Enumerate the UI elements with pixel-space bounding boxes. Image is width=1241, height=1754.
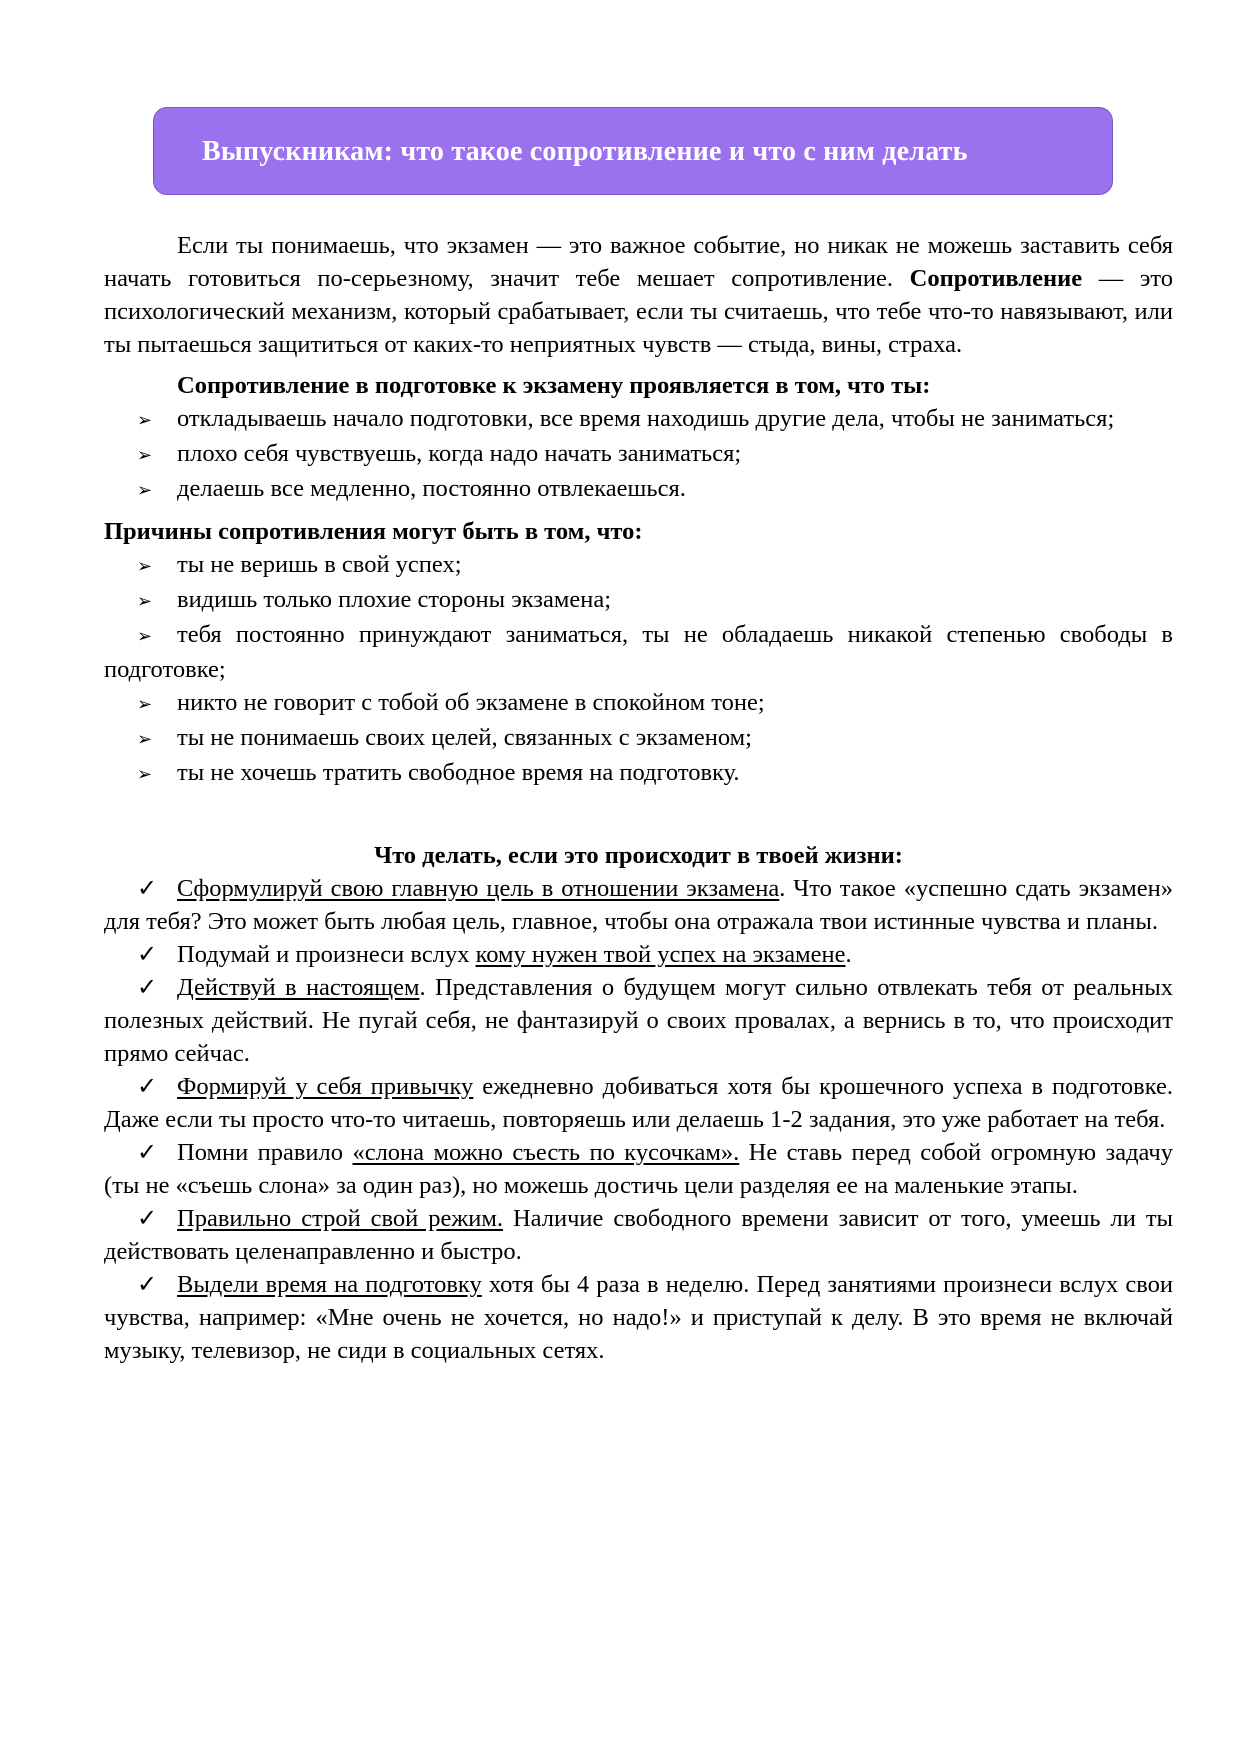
action-text-post: ежедневно добиваться хотя бы крошечного успеха в подготовке. Даже если ты просто что-то читаешь, повторяешь или делаешь 1-2 задания, это уже работает на тебя.: [104, 1073, 1173, 1133]
action-item: [104, 938, 1173, 971]
action-emphasis: Действуй в настоящем: [177, 974, 420, 1001]
causes-heading: Причины сопротивления могут быть в том, что:: [104, 518, 643, 545]
action-emphasis: Правильно строй свой режим.: [177, 1205, 504, 1232]
document-body: [104, 229, 1173, 1367]
arrow-bullet-icon: ➢: [137, 729, 153, 750]
list-item-text: плохо себя чувствуешь, когда надо начать заниматься;: [177, 440, 742, 467]
arrow-bullet-icon: ➢: [137, 556, 153, 577]
action-item: [104, 1202, 1173, 1268]
list-item-text: видишь только плохие стороны экзамена;: [177, 586, 612, 613]
arrow-bullet-icon: ➢: [137, 626, 153, 647]
arrow-bullet-icon: ➢: [137, 764, 153, 785]
action-item: [104, 1136, 1173, 1202]
action-text-pre: Подумай и произнеси вслух: [177, 941, 476, 968]
checkmark-icon: ✓: [137, 940, 158, 968]
causes-item: [104, 721, 1173, 756]
list-item-text: никто не говорит с тобой об экзамене в спокойном тоне;: [177, 689, 765, 716]
action-item: [104, 872, 1173, 938]
title-banner: [153, 107, 1113, 195]
action-text-post: Не ставь перед собой огромную задачу (ты не «съешь слона» за один раз), но можешь достичь цели разделяя ее на маленькие этапы.: [104, 1139, 1173, 1199]
action-emphasis: Формируй у себя привычку: [177, 1073, 474, 1100]
actions-heading: Что делать, если это происходит в твоей жизни:: [374, 842, 903, 869]
manifest-item: [104, 472, 1173, 507]
manifest-heading: Сопротивление в подготовке к экзамену проявляется в том, что ты:: [177, 372, 931, 399]
action-text-post: . Представления о будущем могут сильно отвлекать тебя от реальных полезных действий. Не пугай себя, не фантазируй о своих провалах, а вернись в то, что происходит прямо сейчас.: [104, 974, 1173, 1067]
causes-item: [104, 618, 1173, 686]
page-title: Выпускникам: что такое сопротивление и что с ним делать: [202, 136, 968, 167]
checkmark-icon: ✓: [137, 1072, 158, 1100]
list-item-text: делаешь все медленно, постоянно отвлекаешься.: [177, 475, 686, 502]
action-item: [104, 1070, 1173, 1136]
intro-term: Сопротивление: [909, 265, 1083, 292]
list-item-text: тебя постоянно принуждают заниматься, ты не обладаешь никакой степенью свободы в подготовке;: [104, 621, 1173, 683]
action-text-post: Наличие свободного времени зависит от того, умеешь ли ты действовать целенаправленно и быстро.: [104, 1205, 1173, 1265]
intro-text-1: Если ты понимаешь, что экзамен — это важное событие, но никак не можешь заставить себя начать готовиться по-серьезному, значит тебе мешает сопротивление.: [104, 232, 1173, 292]
action-text-post: .: [845, 941, 852, 968]
list-item-text: ты не хочешь тратить свободное время на подготовку.: [177, 759, 740, 786]
causes-item: [104, 686, 1173, 721]
list-item-text: ты не понимаешь своих целей, связанных с экзаменом;: [177, 724, 752, 751]
arrow-bullet-icon: ➢: [137, 410, 153, 431]
action-item: [104, 971, 1173, 1070]
checkmark-icon: ✓: [137, 874, 158, 902]
action-item: [104, 1268, 1173, 1367]
action-emphasis: «слона можно съесть по кусочкам».: [352, 1139, 740, 1166]
list-item-text: откладываешь начало подготовки, все время находишь другие дела, чтобы не заниматься;: [177, 405, 1115, 432]
action-emphasis: кому нужен твой успех на экзамене: [475, 941, 846, 968]
action-text-post: хотя бы 4 раза в неделю. Перед занятиями произнеси вслух свои чувства, например: «Мне очень не хочется, но надо!» и приступай к делу. В это время не включай музыку, телевизор, не сиди в социальных сетях.: [104, 1271, 1173, 1364]
causes-item: [104, 548, 1173, 583]
causes-item: [104, 756, 1173, 791]
action-emphasis: Выдели время на подготовку: [177, 1271, 482, 1298]
intro-text-2: — это психологический механизм, который срабатывает, если ты считаешь, что тебе что-то навязывают, или ты пытаешься защититься от каких-то неприятных чувств — стыда, вины, страха.: [104, 265, 1173, 358]
checkmark-icon: ✓: [137, 1204, 158, 1232]
checkmark-icon: ✓: [137, 1270, 158, 1298]
causes-item: [104, 583, 1173, 618]
arrow-bullet-icon: ➢: [137, 591, 153, 612]
arrow-bullet-icon: ➢: [137, 480, 153, 501]
action-text-post: . Что такое «успешно сдать экзамен» для тебя? Это может быть любая цель, главное, чтобы она отражала твои истинные чувства и планы.: [104, 875, 1173, 935]
manifest-item: [104, 437, 1173, 472]
intro-paragraph: [104, 229, 1173, 361]
action-text-pre: Помни правило: [177, 1139, 353, 1166]
checkmark-icon: ✓: [137, 973, 158, 1001]
arrow-bullet-icon: ➢: [137, 445, 153, 466]
action-emphasis: Сформулируй свою главную цель в отношении экзамена: [177, 875, 780, 902]
manifest-item: [104, 402, 1173, 437]
checkmark-icon: ✓: [137, 1138, 158, 1166]
list-item-text: ты не веришь в свой успех;: [177, 551, 462, 578]
arrow-bullet-icon: ➢: [137, 694, 153, 715]
